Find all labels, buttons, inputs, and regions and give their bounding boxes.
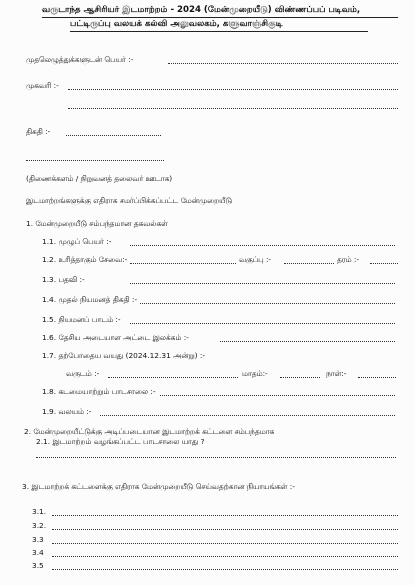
item-1-4-field[interactable] (140, 303, 395, 304)
reason-3-1-field[interactable] (52, 515, 398, 516)
section2-sub: 2.1. இடமாற்றம் வழங்கப்பட்ட பாடசாலை யாது ? (36, 437, 205, 446)
reason-3-3-label: 3.3 (32, 535, 44, 544)
reason-3-4-label: 3.4 (32, 548, 44, 557)
name-field[interactable] (168, 63, 398, 64)
age-years-field[interactable] (108, 377, 238, 378)
item-1-2-grade-field[interactable] (284, 263, 334, 264)
item-1-6-label: 1.6. தேசிய அடையாள அட்டை இலக்கம் :- (42, 333, 189, 342)
age-days-field[interactable] (358, 377, 396, 378)
item-1-9-label: 1.9. வலயம் :- (42, 407, 92, 416)
blank-line[interactable] (26, 160, 164, 161)
section2-title: 2. மேன்முறையீட்டுக்கு அடிப்படையான இடமாற்றக் கட்டளை சம்பந்தமாக (24, 427, 275, 436)
item-1-4-label: 1.4. முதல் நியமனத் திகதி :- (42, 295, 138, 304)
item-1-8-label: 1.8. கடமையாற்றும் பாடசாலை :- (42, 387, 156, 396)
age-years-label: வருடம் :- (66, 369, 100, 378)
reason-3-2-label: 3.2. (32, 521, 47, 530)
through-note: (திணைக்களம் / நிறுவனத் தலைவர் ஊடாக) (26, 174, 173, 183)
reason-3-2-field[interactable] (52, 529, 398, 530)
reason-3-3-field[interactable] (52, 543, 398, 544)
item-1-1-field[interactable] (130, 245, 395, 246)
item-1-9-field[interactable] (100, 415, 395, 416)
title-underline-2 (70, 31, 368, 32)
item-1-2-class-field[interactable] (370, 263, 398, 264)
age-months-label: மாதம்:- (242, 369, 268, 378)
item-1-2-label: 1.2. உரித்தாகும் சேவை:- (42, 255, 128, 264)
section1-title: 1. மேன்முறையீடு சம்பந்தமான தகவல்கள் (26, 219, 168, 228)
item-1-5-label: 1.5. நியமனப் பாடம் :- (42, 315, 121, 324)
date-label: திகதி :- (26, 127, 51, 136)
reason-3-1-label: 3.1. (32, 507, 47, 516)
section2-field[interactable] (36, 457, 396, 458)
form-title-line1: வருடாந்த ஆசிரியர் இடமாற்றம் - 2024 (மேன்முறையீடு) விண்ணப்பப் படிவம், (42, 5, 361, 15)
item-1-2-grade-label: வகுப்பு :- (239, 255, 272, 264)
item-1-3-field[interactable] (130, 283, 395, 284)
section3-title: 3. இடமாற்றக் கட்டளைக்கு எதிராக மேன்முறையீடு செய்வதற்கான நியாயங்கள் :- (22, 482, 295, 491)
name-label: முதலெழுத்துக்களுடன் பெயர் :- (26, 55, 134, 64)
form-title-line2: பட்டிருப்பு வலயக் கல்வி அலுவலகம், களுவாஞ்சிகுடி (70, 19, 283, 29)
age-days-label: நாள்:- (326, 369, 347, 378)
address-label: முகவரி :- (26, 81, 59, 90)
item-1-6-field[interactable] (220, 341, 395, 342)
item-1-3-label: 1.3. பதவி :- (42, 275, 85, 284)
item-1-5-field[interactable] (130, 323, 395, 324)
title-underline-1 (42, 17, 398, 18)
item-1-7-label: 1.7. தற்போதைய வயது (2024.12.31 அன்று) :- (42, 351, 206, 360)
reason-3-5-field[interactable] (52, 569, 398, 570)
age-months-field[interactable] (280, 377, 320, 378)
reason-3-4-field[interactable] (52, 556, 398, 557)
item-1-1-label: 1.1. முழுப் பெயர் :- (42, 237, 112, 246)
item-1-2-service-field[interactable] (130, 263, 236, 264)
date-field[interactable] (66, 135, 161, 136)
intro-text: இடமாற்றங்களுக்கு எதிராக சமர்ப்பிக்கப்பட்ட மேன்முறையீடு (26, 196, 233, 205)
item-1-2-class-label: தரம் :- (337, 255, 360, 264)
address-field-1[interactable] (68, 89, 398, 90)
reason-3-5-label: 3.5 (32, 561, 44, 570)
item-1-8-field[interactable] (160, 395, 395, 396)
address-field-2[interactable] (68, 108, 398, 109)
